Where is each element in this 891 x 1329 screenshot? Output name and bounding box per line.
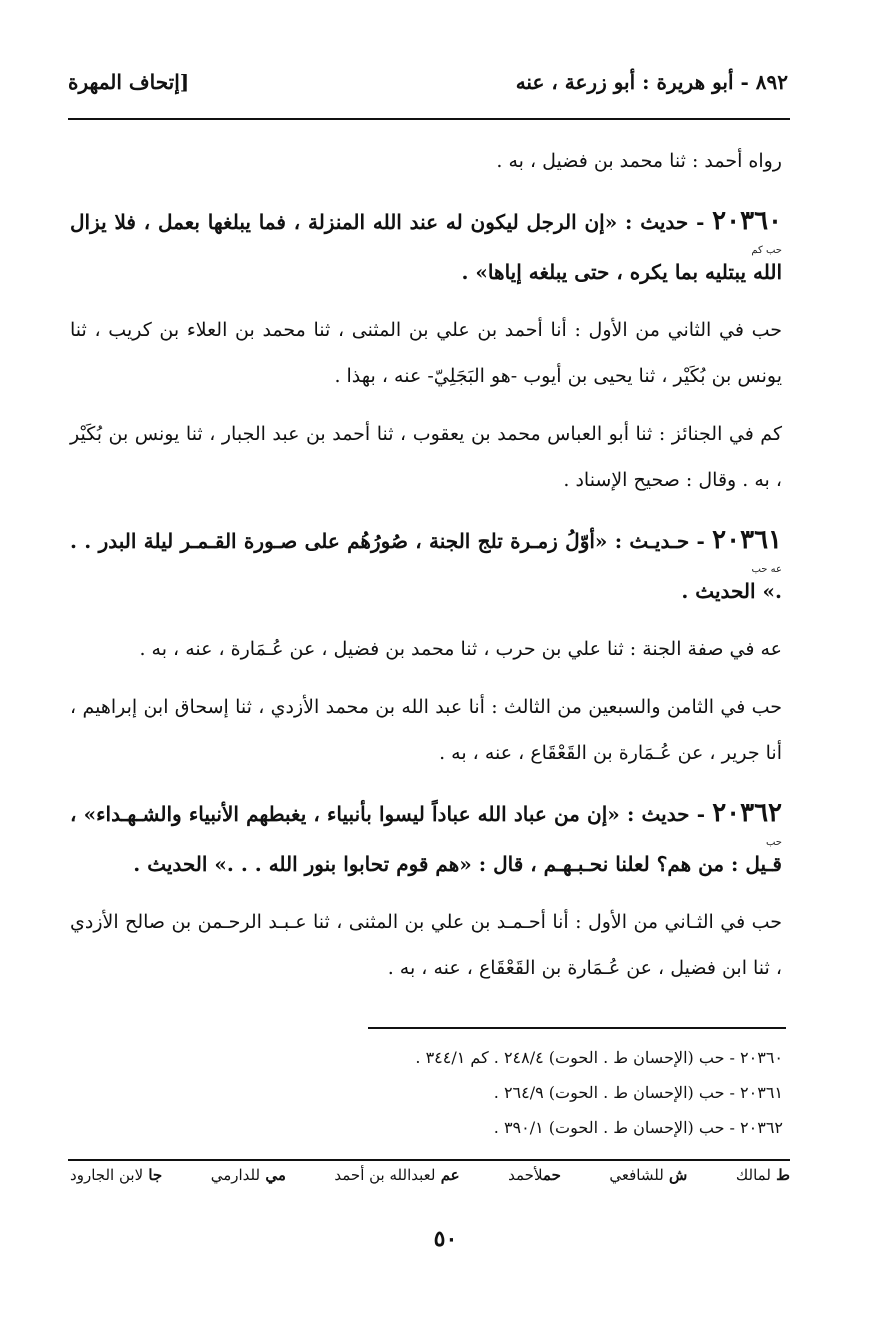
page-number: ٥٠ — [433, 1226, 458, 1252]
footnote: ٢٠٣٦٠ - حب (الإحسان ط . الحوت) ٢٤٨/٤ . كم ٣٤٤/١ . — [415, 1048, 783, 1067]
footnotes — [263, 1040, 783, 1145]
source-marker: حب كم — [751, 245, 782, 256]
source-line: حب في الثـاني من الأول : أنا أحـمـد بن علي بن المثنى ، ثنا عـبـد الرحـمن بن صالح الأزدي ، ثنا ابن فضيل ، عن عُـمَارة بن القَعْقَاع ، عنه ، به . — [70, 911, 782, 979]
source-line: حب في الثاني من الأول : أنا أحمد بن علي بن المثنى ، ثنا محمد بن العلاء بن كريب ، ثنا يونس بن بُكَيْر ، ثنا يحيى بن أيوب -هو البَجَلِيّ- عنه ، بهذا . — [70, 319, 782, 387]
hadith-text: - حديث : «إن من عباد الله عباداً ليسوا بأنبياء ، يغبطهم الأنبياء والشـهـداء» ، قـيل : من هم؟ لعلنا نحـبـهـم ، قال : «هم قوم تحابوا بنور الله . . .» الحديث . — [70, 802, 782, 876]
footnote: ٢٠٣٦١ - حب (الإحسان ط . الحوت) ٢٦٤/٩ . — [493, 1083, 783, 1102]
main-text — [70, 138, 782, 1003]
abbreviation: حملأحمد — [508, 1166, 561, 1184]
hadith-entry — [70, 515, 782, 616]
abbreviation: عم لعبدالله بن أحمد — [334, 1166, 460, 1184]
source-marker: عه حب — [751, 564, 782, 575]
abbreviation: ش للشافعي — [609, 1166, 688, 1184]
header-book-title: [إتحاف المهرة — [68, 70, 190, 94]
footnote-rule — [368, 1027, 786, 1029]
abbreviation: جا لابن الجارود — [70, 1166, 163, 1184]
abbreviations-rule — [68, 1159, 790, 1161]
abbreviation: ط لمالك — [735, 1166, 790, 1184]
hadith-number: ٢٠٣٦١ — [712, 525, 782, 555]
abbreviations-key — [70, 1166, 790, 1200]
footnote: ٢٠٣٦٢ - حب (الإحسان ط . الحوت) ٣٩٠/١ . — [493, 1118, 783, 1137]
source-line: حب في الثامن والسبعين من الثالث : أنا عبد الله بن محمد الأزدي ، ثنا إسحاق ابن إبراهيم ، أنا جرير ، عن عُـمَارة بن القَعْقَاع ، عنه ، به . — [70, 696, 782, 764]
intro-line: رواه أحمد : ثنا محمد بن فضيل ، به . — [496, 150, 782, 172]
hadith-number: ٢٠٣٦٢ — [712, 798, 783, 828]
hadith-text: - حديث : «إن الرجل ليكون له عند الله المنزلة ، فما يبلغها بعمل ، فلا يزال الله يبتليه بما يكره ، حتى يبلغه إياها» . — [70, 210, 782, 284]
running-header — [68, 64, 788, 100]
hadith-text: - حـديـث : «أوّلُ زمـرة تلج الجنة ، صُورُهُم على صـورة القـمـر ليلة البدر . . .» الحديث . — [70, 529, 782, 603]
hadith-entry — [70, 196, 782, 297]
hadith-entry — [70, 788, 782, 889]
hadith-number: ٢٠٣٦٠ — [712, 206, 782, 236]
source-marker: حب — [765, 837, 782, 848]
abbreviation: مي للدارمي — [210, 1166, 286, 1184]
source-line: كم في الجنائز : ثنا أبو العباس محمد بن يعقوب ، ثنا أحمد بن عبد الجبار ، ثنا يونس بن بُكَيْر ، به . وقال : صحيح الإسناد . — [70, 423, 782, 491]
header-chapter: ٨٩٢ - أبو هريرة : أبو زرعة ، عنه — [515, 70, 788, 94]
header-rule — [68, 118, 790, 120]
source-line: عه في صفة الجنة : ثنا علي بن حرب ، ثنا محمد بن فضيل ، عن عُـمَارة ، عنه ، به . — [139, 638, 782, 660]
